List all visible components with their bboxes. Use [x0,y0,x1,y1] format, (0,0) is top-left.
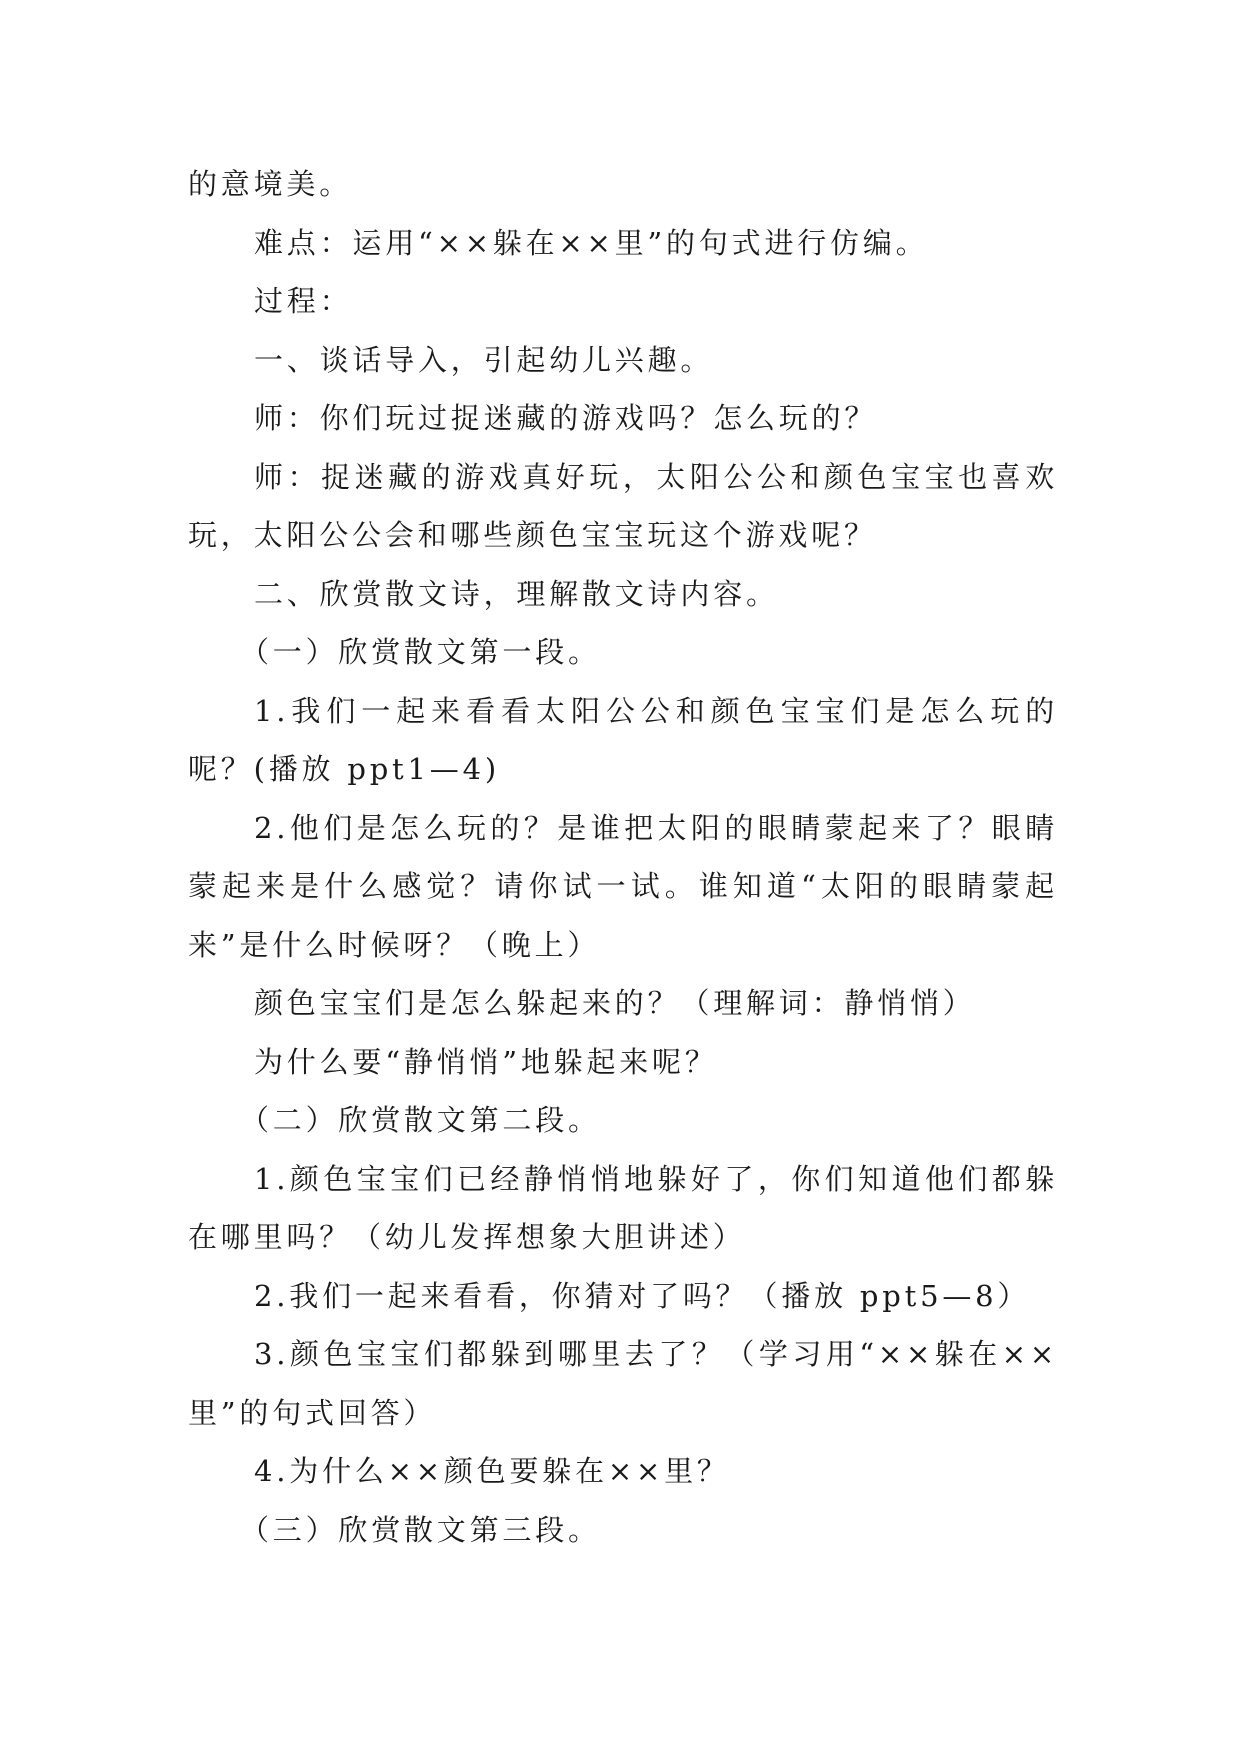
paragraph: 的意境美。 [188,167,353,201]
list-item: 1.颜色宝宝们已经静悄悄地躲好了，你们知道他们都躲在哪里吗？（幼儿发挥想象大胆讲述） [188,1161,1058,1254]
list-item: 1.我们一起来看看太阳公公和颜色宝宝们是怎么玩的呢？(播放 ppt1—4) [188,693,1058,786]
document-body [188,155,1058,1559]
section-heading: 一、谈话导入，引起幼儿兴趣。 [254,342,714,377]
list-item: 2.我们一起来看看，你猜对了吗？（播放 ppt5—8） [254,1278,1031,1313]
paragraph: 为什么要“静悄悄”地躲起来呢？ [254,1044,718,1079]
list-item: 4.为什么××颜色要躲在××里？ [254,1454,730,1488]
subsection-heading: （三）欣赏散文第三段。 [240,1512,601,1547]
paragraph: 难点：运用“××躲在××里”的句式进行仿编。 [254,225,929,260]
section-heading: 二、欣赏散文诗，理解散文诗内容。 [254,576,779,611]
list-item: 2.他们是怎么玩的？是谁把太阳的眼睛蒙起来了？眼睛蒙起来是什么感觉？请你试一试。谁知道“太阳的眼睛蒙起来”是什么时候呀？（晚上） [188,810,1058,962]
paragraph: 师：你们玩过捉迷藏的游戏吗？怎么玩的？ [254,401,878,435]
paragraph: 颜色宝宝们是怎么躲起来的？（理解词：静悄悄） [254,986,976,1020]
subsection-heading: （一）欣赏散文第一段。 [240,635,601,669]
list-item: 3.颜色宝宝们都躲到哪里去了？（学习用“××躲在××里”的句式回答） [188,1337,1058,1430]
paragraph: 过程： [254,284,353,318]
paragraph: 师：捉迷藏的游戏真好玩，太阳公公和颜色宝宝也喜欢玩，太阳公公会和哪些颜色宝宝玩这个游戏呢？ [188,459,1058,552]
subsection-heading: （二）欣赏散文第二段。 [240,1103,601,1137]
